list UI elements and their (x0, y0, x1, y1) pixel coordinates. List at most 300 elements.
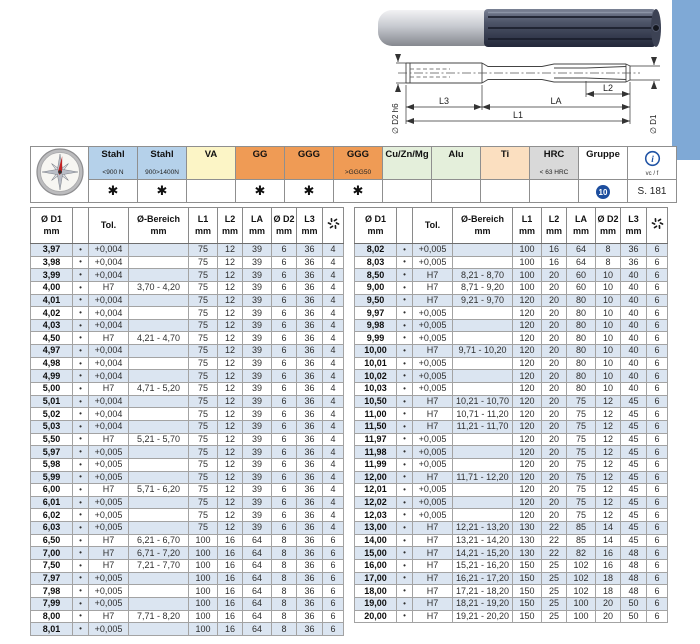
cell-l3: 36 (297, 319, 323, 332)
cell-d1: 10,02 (355, 370, 397, 383)
cell-tol: H7 (89, 281, 129, 294)
cell-d2: 10 (596, 319, 621, 332)
cell-tol: +0,005 (413, 357, 453, 370)
cell-tol: H7 (89, 433, 129, 446)
cell-d1: 4,50 (31, 332, 73, 345)
cell-l2: 20 (542, 408, 567, 421)
cell-l3: 40 (621, 370, 647, 383)
cell-flutes: 4 (323, 357, 344, 370)
cell-flutes: 6 (647, 383, 668, 396)
cell-d1: 4,97 (31, 345, 73, 358)
col-header-d2: Ø D2 mm (596, 208, 621, 244)
cell-tol: +0,005 (413, 332, 453, 345)
cell-d1: 5,99 (31, 471, 73, 484)
cell-tol: H7 (413, 408, 453, 421)
cell-d1: 5,97 (31, 446, 73, 459)
cell-l2: 20 (542, 496, 567, 509)
cell-la: 75 (567, 433, 596, 446)
cell-dot: • (397, 420, 413, 433)
cell-dot: • (73, 471, 89, 484)
cell-bereich: 9,21 - 9,70 (453, 294, 513, 307)
material-label: Cu/Zn/Mg (385, 148, 429, 160)
cell-la: 75 (567, 484, 596, 497)
cell-l3: 50 (621, 610, 647, 623)
cell-l3: 45 (621, 509, 647, 522)
cell-la: 39 (243, 458, 272, 471)
col-header-bereich: Ø-Bereich mm (453, 208, 513, 244)
cell-d2: 12 (596, 509, 621, 522)
cell-tol: H7 (413, 269, 453, 282)
cell-l2: 16 (218, 560, 243, 573)
cell-tol: +0,004 (89, 420, 129, 433)
cell-flutes: 6 (647, 547, 668, 560)
cell-flutes: 6 (647, 471, 668, 484)
cell-l3: 36 (297, 433, 323, 446)
material-alu-8 (432, 147, 481, 180)
cell-d2: 6 (272, 509, 297, 522)
cell-l2: 12 (218, 345, 243, 358)
material-mark-empty (530, 180, 579, 203)
cell-l1: 75 (189, 269, 218, 282)
cell-bereich (129, 522, 189, 535)
cell-l1: 75 (189, 522, 218, 535)
material-cuznmg-7 (383, 147, 432, 180)
cell-flutes: 4 (323, 281, 344, 294)
cell-flutes: 6 (647, 370, 668, 383)
table-row (31, 332, 344, 345)
material-stahl-2 (138, 147, 187, 180)
cell-tol: +0,005 (89, 585, 129, 598)
cell-l3: 50 (621, 597, 647, 610)
cell-bereich (129, 496, 189, 509)
cell-la: 39 (243, 484, 272, 497)
table-row (355, 522, 668, 535)
cell-d2: 10 (596, 357, 621, 370)
cell-bereich (453, 319, 513, 332)
cell-d1: 3,97 (31, 244, 73, 257)
material-sublabel (433, 169, 479, 177)
material-va-3 (187, 147, 236, 180)
cell-l2: 12 (218, 484, 243, 497)
cell-dot: • (397, 610, 413, 623)
table-row (31, 522, 344, 535)
material-ti-9 (481, 147, 530, 180)
cell-dot: • (73, 281, 89, 294)
cell-la: 80 (567, 332, 596, 345)
col-header-l2: L2 mm (542, 208, 567, 244)
cell-la: 39 (243, 509, 272, 522)
cell-l3: 40 (621, 357, 647, 370)
cell-l2: 12 (218, 244, 243, 257)
cell-flutes: 6 (647, 509, 668, 522)
cell-bereich: 11,71 - 12,20 (453, 471, 513, 484)
cell-d2: 20 (596, 597, 621, 610)
cell-l3: 48 (621, 560, 647, 573)
cell-l3: 36 (297, 307, 323, 320)
cell-bereich: 18,21 - 19,20 (453, 597, 513, 610)
cell-tol: +0,005 (89, 496, 129, 509)
cell-flutes: 6 (647, 585, 668, 598)
cell-l2: 20 (542, 471, 567, 484)
cell-bereich: 7,71 - 8,20 (129, 610, 189, 623)
cell-l1: 75 (189, 509, 218, 522)
material-suitability-mark: ✱ (334, 180, 383, 203)
cell-dot: • (397, 458, 413, 471)
cell-l3: 36 (297, 408, 323, 421)
cell-tol: +0,005 (413, 319, 453, 332)
cell-l3: 36 (297, 547, 323, 560)
page-edge-tab (672, 0, 700, 160)
table-row (31, 547, 344, 560)
cell-tol: H7 (413, 547, 453, 560)
cell-l2: 16 (218, 572, 243, 585)
cell-la: 39 (243, 496, 272, 509)
cell-bereich: 16,21 - 17,20 (453, 572, 513, 585)
cell-bereich (129, 357, 189, 370)
cell-flutes: 4 (323, 319, 344, 332)
flutes-icon (326, 216, 341, 231)
cell-l2: 22 (542, 547, 567, 560)
cell-la: 102 (567, 560, 596, 573)
cell-d1: 10,50 (355, 395, 397, 408)
cell-flutes: 4 (323, 294, 344, 307)
material-stahl-1 (89, 147, 138, 180)
cell-tol: +0,005 (413, 383, 453, 396)
cell-l2: 12 (218, 522, 243, 535)
cell-l2: 20 (542, 307, 567, 320)
col-header-tol: Tol. (89, 208, 129, 244)
cell-l1: 75 (189, 420, 218, 433)
cell-l2: 12 (218, 307, 243, 320)
cell-dot: • (397, 319, 413, 332)
cell-la: 39 (243, 446, 272, 459)
cell-flutes: 6 (647, 332, 668, 345)
cell-flutes: 4 (323, 383, 344, 396)
cell-tol: H7 (413, 420, 453, 433)
cell-l3: 36 (621, 244, 647, 257)
cell-l2: 12 (218, 357, 243, 370)
cell-l2: 20 (542, 383, 567, 396)
material-gg-4 (236, 147, 285, 180)
cell-dot: • (397, 269, 413, 282)
cell-dot: • (397, 547, 413, 560)
table-row (31, 560, 344, 573)
cell-l1: 75 (189, 357, 218, 370)
cell-tol: H7 (413, 572, 453, 585)
cell-la: 85 (567, 522, 596, 535)
cell-flutes: 6 (323, 610, 344, 623)
cell-d1: 16,00 (355, 560, 397, 573)
cell-flutes: 6 (647, 244, 668, 257)
cell-tol: +0,005 (89, 597, 129, 610)
cell-d2: 6 (272, 408, 297, 421)
cell-d1: 7,97 (31, 572, 73, 585)
cell-dot: • (73, 509, 89, 522)
flutes-icon (650, 216, 665, 231)
cell-d2: 12 (596, 446, 621, 459)
cell-l3: 36 (297, 383, 323, 396)
table-row (355, 458, 668, 471)
table-row (31, 319, 344, 332)
cell-l2: 16 (218, 597, 243, 610)
cell-l3: 45 (621, 433, 647, 446)
table-row (355, 370, 668, 383)
cell-flutes: 6 (647, 319, 668, 332)
cell-dot: • (397, 256, 413, 269)
cell-l1: 75 (189, 383, 218, 396)
cell-l2: 20 (542, 458, 567, 471)
info-header (628, 147, 677, 180)
cell-l3: 40 (621, 332, 647, 345)
cell-l1: 75 (189, 307, 218, 320)
cell-l3: 45 (621, 420, 647, 433)
table-row (31, 572, 344, 585)
cell-l2: 12 (218, 433, 243, 446)
cell-bereich: 15,21 - 16,20 (453, 560, 513, 573)
cell-l2: 12 (218, 471, 243, 484)
cell-la: 39 (243, 345, 272, 358)
cell-l3: 36 (297, 471, 323, 484)
cell-flutes: 6 (647, 256, 668, 269)
cell-d1: 9,99 (355, 332, 397, 345)
table-row (31, 471, 344, 484)
cell-l2: 25 (542, 560, 567, 573)
cell-tol: +0,004 (89, 319, 129, 332)
cell-tol: H7 (413, 294, 453, 307)
cell-flutes: 6 (647, 269, 668, 282)
cell-dot: • (397, 572, 413, 585)
cell-l3: 45 (621, 534, 647, 547)
cell-d2: 12 (596, 420, 621, 433)
cell-bereich (129, 585, 189, 598)
cell-l1: 120 (513, 420, 542, 433)
cell-d1: 5,00 (31, 383, 73, 396)
cell-l2: 25 (542, 585, 567, 598)
cell-l2: 25 (542, 610, 567, 623)
cell-dot: • (397, 560, 413, 573)
cell-flutes: 6 (647, 345, 668, 358)
cell-tol: +0,004 (89, 345, 129, 358)
cell-d2: 6 (272, 244, 297, 257)
table-row (355, 281, 668, 294)
cell-l1: 120 (513, 345, 542, 358)
table-row (31, 357, 344, 370)
cell-tol: H7 (413, 395, 453, 408)
cell-l1: 130 (513, 534, 542, 547)
cell-l2: 20 (542, 446, 567, 459)
cell-l3: 36 (297, 370, 323, 383)
table-row (31, 420, 344, 433)
material-sublabel: >GGG50 (344, 168, 372, 176)
cell-dot: • (73, 433, 89, 446)
cell-flutes: 6 (323, 597, 344, 610)
cell-l1: 75 (189, 484, 218, 497)
cell-l3: 36 (297, 509, 323, 522)
cell-dot: • (73, 345, 89, 358)
cell-la: 39 (243, 383, 272, 396)
cell-flutes: 6 (647, 572, 668, 585)
cell-l3: 40 (621, 345, 647, 358)
gruppe-badge: 10 (596, 185, 610, 199)
cell-dot: • (397, 357, 413, 370)
cell-l1: 100 (189, 597, 218, 610)
cell-d1: 12,01 (355, 484, 397, 497)
table-row (31, 256, 344, 269)
cell-d1: 10,01 (355, 357, 397, 370)
cell-tol: +0,005 (89, 623, 129, 636)
cell-flutes: 6 (323, 534, 344, 547)
table-row (31, 623, 344, 636)
cell-bereich: 8,71 - 9,20 (453, 281, 513, 294)
col-header-dot (397, 208, 413, 244)
cell-tol: +0,004 (89, 307, 129, 320)
cell-tol: H7 (413, 610, 453, 623)
cell-l1: 75 (189, 496, 218, 509)
cell-d2: 16 (596, 547, 621, 560)
cell-d2: 10 (596, 294, 621, 307)
cell-la: 80 (567, 383, 596, 396)
cell-tol: +0,005 (413, 484, 453, 497)
material-sublabel (237, 169, 283, 177)
dim-label-l1: L1 (512, 110, 524, 120)
cell-la: 64 (567, 256, 596, 269)
cell-l3: 48 (621, 572, 647, 585)
cell-dot: • (397, 597, 413, 610)
cell-l3: 36 (297, 256, 323, 269)
compass-cell (31, 147, 89, 203)
cell-d1: 11,00 (355, 408, 397, 421)
cell-d2: 8 (272, 534, 297, 547)
spec-header-row (355, 208, 668, 244)
cell-l3: 36 (297, 484, 323, 497)
cell-l1: 120 (513, 446, 542, 459)
table-row (355, 433, 668, 446)
cell-l3: 36 (297, 244, 323, 257)
dimension-drawing-image (390, 50, 666, 140)
cell-d2: 6 (272, 433, 297, 446)
cell-l2: 16 (542, 244, 567, 257)
material-mark-empty (187, 180, 236, 203)
material-label: GGG (346, 148, 370, 160)
table-row (31, 383, 344, 396)
cell-tol: H7 (89, 610, 129, 623)
table-row (31, 244, 344, 257)
cell-dot: • (73, 395, 89, 408)
cell-tol: +0,005 (413, 370, 453, 383)
cell-d2: 6 (272, 332, 297, 345)
cell-tol: H7 (413, 560, 453, 573)
cell-l1: 100 (513, 269, 542, 282)
cell-la: 100 (567, 610, 596, 623)
cell-flutes: 6 (323, 585, 344, 598)
cell-l1: 100 (189, 623, 218, 636)
cell-l3: 45 (621, 408, 647, 421)
cell-d2: 18 (596, 585, 621, 598)
cell-d1: 12,03 (355, 509, 397, 522)
cell-d1: 8,01 (31, 623, 73, 636)
cell-d2: 6 (272, 370, 297, 383)
cell-bereich (129, 572, 189, 585)
table-row (31, 294, 344, 307)
cell-l1: 75 (189, 446, 218, 459)
cell-d1: 11,98 (355, 446, 397, 459)
table-row (31, 307, 344, 320)
cell-flutes: 4 (323, 269, 344, 282)
cell-bereich: 4,71 - 5,20 (129, 383, 189, 396)
cell-l2: 12 (218, 458, 243, 471)
cell-d1: 10,03 (355, 383, 397, 396)
cell-tol: +0,005 (413, 256, 453, 269)
table-row (355, 408, 668, 421)
cell-d1: 17,00 (355, 572, 397, 585)
cell-tol: +0,005 (89, 471, 129, 484)
cell-l1: 120 (513, 433, 542, 446)
cell-l1: 120 (513, 496, 542, 509)
cell-dot: • (73, 484, 89, 497)
cell-l1: 150 (513, 560, 542, 573)
cell-d1: 7,98 (31, 585, 73, 598)
cell-d2: 6 (272, 458, 297, 471)
cell-l3: 36 (297, 623, 323, 636)
cell-flutes: 6 (323, 572, 344, 585)
cell-flutes: 6 (323, 623, 344, 636)
cell-d1: 6,00 (31, 484, 73, 497)
material-suitability-mark: ✱ (236, 180, 285, 203)
cell-la: 82 (567, 547, 596, 560)
cell-la: 39 (243, 307, 272, 320)
cell-l1: 120 (513, 332, 542, 345)
table-row (355, 256, 668, 269)
cell-l1: 100 (189, 585, 218, 598)
cell-flutes: 4 (323, 471, 344, 484)
cell-d1: 4,99 (31, 370, 73, 383)
cell-dot: • (397, 307, 413, 320)
cell-d1: 19,00 (355, 597, 397, 610)
cell-d2: 10 (596, 345, 621, 358)
cell-l1: 75 (189, 370, 218, 383)
cell-flutes: 6 (647, 307, 668, 320)
cell-la: 100 (567, 597, 596, 610)
cell-dot: • (397, 345, 413, 358)
cell-d2: 6 (272, 395, 297, 408)
cell-la: 60 (567, 269, 596, 282)
cell-bereich (129, 623, 189, 636)
cell-dot: • (73, 547, 89, 560)
cell-l2: 12 (218, 408, 243, 421)
cell-l1: 100 (189, 572, 218, 585)
cell-d1: 5,03 (31, 420, 73, 433)
table-row (31, 370, 344, 383)
cell-dot: • (73, 256, 89, 269)
cell-bereich (453, 484, 513, 497)
cell-la: 80 (567, 307, 596, 320)
cell-d2: 12 (596, 484, 621, 497)
cell-l1: 75 (189, 281, 218, 294)
cell-d1: 6,03 (31, 522, 73, 535)
cell-bereich: 19,21 - 20,20 (453, 610, 513, 623)
cell-tol: +0,005 (89, 458, 129, 471)
col-header-l2: L2 mm (218, 208, 243, 244)
table-row (355, 610, 668, 623)
cell-tol: H7 (413, 522, 453, 535)
cell-d2: 6 (272, 420, 297, 433)
table-row (31, 496, 344, 509)
cell-dot: • (397, 383, 413, 396)
cell-d2: 12 (596, 471, 621, 484)
material-label: Stahl (150, 148, 174, 160)
cell-d2: 6 (272, 256, 297, 269)
cell-dot: • (397, 395, 413, 408)
